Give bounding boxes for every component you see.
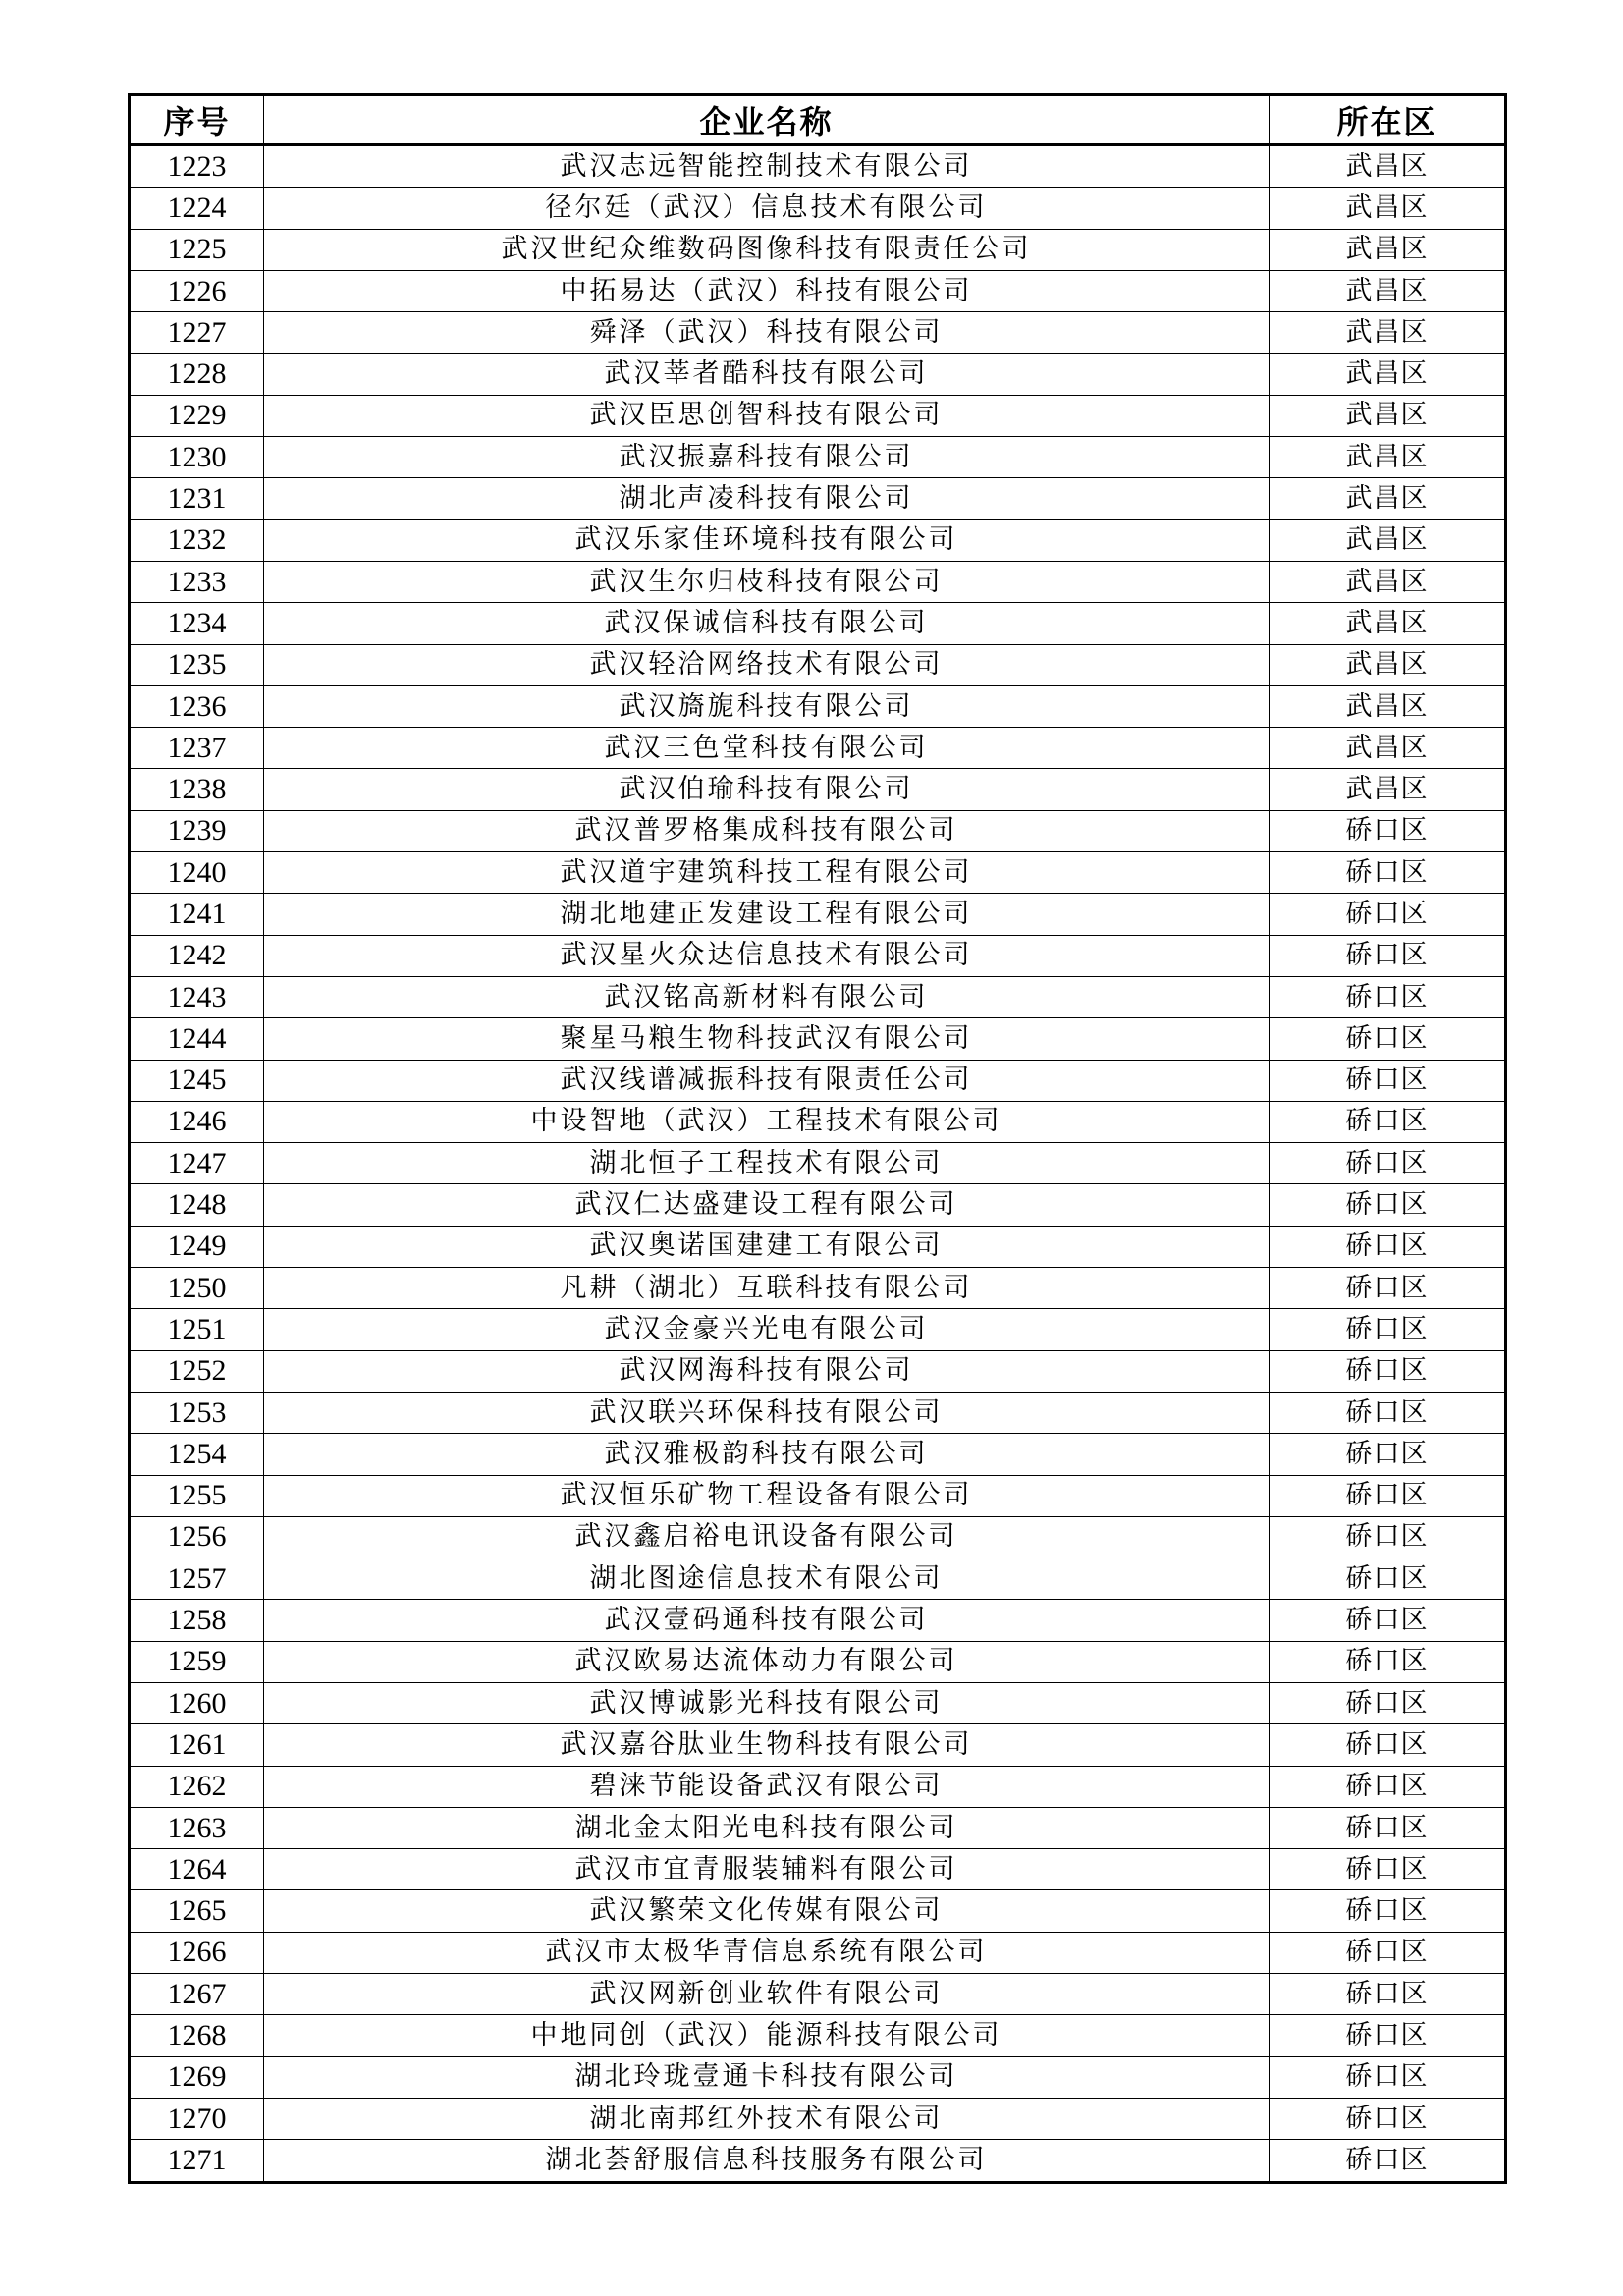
table-row bbox=[130, 1434, 1506, 1475]
district-cell: 硚口区 bbox=[1270, 1807, 1506, 1848]
serial-number-cell: 1238 bbox=[130, 769, 264, 810]
table-row bbox=[130, 478, 1506, 519]
serial-number-cell: 1231 bbox=[130, 478, 264, 519]
table-row bbox=[130, 1724, 1506, 1766]
table-row bbox=[130, 2140, 1506, 2182]
table-row bbox=[130, 1849, 1506, 1890]
serial-number-cell: 1255 bbox=[130, 1475, 264, 1516]
table-row bbox=[130, 1184, 1506, 1226]
enterprise-name-cell: 中设智地（武汉）工程技术有限公司 bbox=[264, 1101, 1270, 1142]
district-cell: 硚口区 bbox=[1270, 1516, 1506, 1558]
district-cell: 武昌区 bbox=[1270, 603, 1506, 644]
table-row bbox=[130, 1807, 1506, 1848]
district-cell: 硚口区 bbox=[1270, 1766, 1506, 1807]
serial-number-cell: 1266 bbox=[130, 1932, 264, 1973]
table-row bbox=[130, 1516, 1506, 1558]
table-row bbox=[130, 810, 1506, 851]
table-row bbox=[130, 312, 1506, 354]
serial-number-cell: 1250 bbox=[130, 1268, 264, 1309]
serial-number-cell: 1232 bbox=[130, 519, 264, 561]
table-row bbox=[130, 1226, 1506, 1267]
enterprise-name-cell: 武汉三色堂科技有限公司 bbox=[264, 728, 1270, 769]
enterprise-name-cell: 武汉嘉谷肽业生物科技有限公司 bbox=[264, 1724, 1270, 1766]
serial-number-cell: 1249 bbox=[130, 1226, 264, 1267]
enterprise-name-cell: 湖北声凌科技有限公司 bbox=[264, 478, 1270, 519]
table-row bbox=[130, 728, 1506, 769]
district-cell: 硚口区 bbox=[1270, 2140, 1506, 2182]
enterprise-name-cell: 聚星马粮生物科技武汉有限公司 bbox=[264, 1018, 1270, 1060]
table-row bbox=[130, 1350, 1506, 1392]
enterprise-name-cell: 武汉轻洽网络技术有限公司 bbox=[264, 644, 1270, 685]
district-cell: 武昌区 bbox=[1270, 188, 1506, 229]
serial-number-cell: 1225 bbox=[130, 229, 264, 270]
district-cell: 武昌区 bbox=[1270, 395, 1506, 436]
enterprise-name-cell: 中拓易达（武汉）科技有限公司 bbox=[264, 270, 1270, 311]
table-row bbox=[130, 1558, 1506, 1600]
enterprise-name-cell: 武汉联兴环保科技有限公司 bbox=[264, 1392, 1270, 1433]
table-row bbox=[130, 2015, 1506, 2056]
enterprise-name-cell: 武汉市太极华青信息系统有限公司 bbox=[264, 1932, 1270, 1973]
enterprise-name-cell: 武汉金豪兴光电有限公司 bbox=[264, 1309, 1270, 1350]
table-row bbox=[130, 561, 1506, 602]
table-row bbox=[130, 894, 1506, 935]
serial-number-cell: 1224 bbox=[130, 188, 264, 229]
enterprise-name-cell: 武汉奥诺国建建工有限公司 bbox=[264, 1226, 1270, 1267]
serial-number-cell: 1228 bbox=[130, 354, 264, 395]
enterprise-name-cell: 武汉仁达盛建设工程有限公司 bbox=[264, 1184, 1270, 1226]
table-row bbox=[130, 2098, 1506, 2139]
serial-number-cell: 1263 bbox=[130, 1807, 264, 1848]
table-row bbox=[130, 1641, 1506, 1682]
enterprise-name-cell: 湖北地建正发建设工程有限公司 bbox=[264, 894, 1270, 935]
district-cell: 硚口区 bbox=[1270, 935, 1506, 976]
header-serial-number: 序号 bbox=[130, 95, 264, 145]
district-cell: 武昌区 bbox=[1270, 561, 1506, 602]
enterprise-name-cell: 武汉莘者酷科技有限公司 bbox=[264, 354, 1270, 395]
table-row bbox=[130, 1101, 1506, 1142]
enterprise-name-cell: 武汉生尔归枝科技有限公司 bbox=[264, 561, 1270, 602]
enterprise-name-cell: 武汉网海科技有限公司 bbox=[264, 1350, 1270, 1392]
table-row bbox=[130, 188, 1506, 229]
table-row bbox=[130, 1143, 1506, 1184]
serial-number-cell: 1254 bbox=[130, 1434, 264, 1475]
enterprise-name-cell: 武汉世纪众维数码图像科技有限责任公司 bbox=[264, 229, 1270, 270]
serial-number-cell: 1233 bbox=[130, 561, 264, 602]
table-row bbox=[130, 1018, 1506, 1060]
district-cell: 硚口区 bbox=[1270, 1932, 1506, 1973]
serial-number-cell: 1253 bbox=[130, 1392, 264, 1433]
serial-number-cell: 1234 bbox=[130, 603, 264, 644]
serial-number-cell: 1269 bbox=[130, 2056, 264, 2098]
serial-number-cell: 1245 bbox=[130, 1060, 264, 1101]
district-cell: 硚口区 bbox=[1270, 1558, 1506, 1600]
district-cell: 硚口区 bbox=[1270, 1060, 1506, 1101]
table-row bbox=[130, 1475, 1506, 1516]
district-cell: 武昌区 bbox=[1270, 145, 1506, 188]
district-cell: 武昌区 bbox=[1270, 769, 1506, 810]
enterprise-name-cell: 湖北南邦红外技术有限公司 bbox=[264, 2098, 1270, 2139]
district-cell: 硚口区 bbox=[1270, 1600, 1506, 1641]
table-header bbox=[130, 95, 1506, 145]
serial-number-cell: 1229 bbox=[130, 395, 264, 436]
district-cell: 硚口区 bbox=[1270, 2098, 1506, 2139]
table-row bbox=[130, 437, 1506, 478]
enterprise-name-cell: 武汉志远智能控制技术有限公司 bbox=[264, 145, 1270, 188]
enterprise-name-cell: 碧涞节能设备武汉有限公司 bbox=[264, 1766, 1270, 1807]
serial-number-cell: 1265 bbox=[130, 1890, 264, 1932]
district-cell: 硚口区 bbox=[1270, 1268, 1506, 1309]
enterprise-name-cell: 武汉恒乐矿物工程设备有限公司 bbox=[264, 1475, 1270, 1516]
enterprise-name-cell: 武汉网新创业软件有限公司 bbox=[264, 1974, 1270, 2015]
enterprise-name-cell: 湖北荟舒服信息科技服务有限公司 bbox=[264, 2140, 1270, 2182]
header-district: 所在区 bbox=[1270, 95, 1506, 145]
district-cell: 硚口区 bbox=[1270, 852, 1506, 894]
district-cell: 硚口区 bbox=[1270, 1849, 1506, 1890]
district-cell: 硚口区 bbox=[1270, 1724, 1506, 1766]
district-cell: 武昌区 bbox=[1270, 728, 1506, 769]
enterprise-name-cell: 武汉博诚影光科技有限公司 bbox=[264, 1682, 1270, 1723]
district-cell: 硚口区 bbox=[1270, 1682, 1506, 1723]
enterprise-name-cell: 湖北玲珑壹通卡科技有限公司 bbox=[264, 2056, 1270, 2098]
serial-number-cell: 1270 bbox=[130, 2098, 264, 2139]
district-cell: 武昌区 bbox=[1270, 270, 1506, 311]
table-row bbox=[130, 519, 1506, 561]
enterprise-name-cell: 武汉旖旎科技有限公司 bbox=[264, 685, 1270, 727]
enterprise-name-cell: 武汉普罗格集成科技有限公司 bbox=[264, 810, 1270, 851]
serial-number-cell: 1239 bbox=[130, 810, 264, 851]
serial-number-cell: 1258 bbox=[130, 1600, 264, 1641]
table-row bbox=[130, 145, 1506, 188]
table-row bbox=[130, 1600, 1506, 1641]
district-cell: 硚口区 bbox=[1270, 1974, 1506, 2015]
serial-number-cell: 1226 bbox=[130, 270, 264, 311]
enterprise-name-cell: 武汉伯瑜科技有限公司 bbox=[264, 769, 1270, 810]
enterprise-name-cell: 武汉壹码通科技有限公司 bbox=[264, 1600, 1270, 1641]
enterprise-name-cell: 武汉铭高新材料有限公司 bbox=[264, 976, 1270, 1017]
enterprise-name-cell: 武汉繁荣文化传媒有限公司 bbox=[264, 1890, 1270, 1932]
table-row bbox=[130, 976, 1506, 1017]
enterprise-name-cell: 武汉保诚信科技有限公司 bbox=[264, 603, 1270, 644]
table-row bbox=[130, 2056, 1506, 2098]
district-cell: 硚口区 bbox=[1270, 894, 1506, 935]
enterprise-name-cell: 武汉线谱减振科技有限责任公司 bbox=[264, 1060, 1270, 1101]
district-cell: 硚口区 bbox=[1270, 1226, 1506, 1267]
district-cell: 硚口区 bbox=[1270, 1143, 1506, 1184]
district-cell: 硚口区 bbox=[1270, 1641, 1506, 1682]
district-cell: 硚口区 bbox=[1270, 1101, 1506, 1142]
table-row bbox=[130, 935, 1506, 976]
table-row bbox=[130, 1268, 1506, 1309]
enterprise-name-cell: 中地同创（武汉）能源科技有限公司 bbox=[264, 2015, 1270, 2056]
enterprise-name-cell: 武汉雅极韵科技有限公司 bbox=[264, 1434, 1270, 1475]
table-row bbox=[130, 1060, 1506, 1101]
serial-number-cell: 1259 bbox=[130, 1641, 264, 1682]
district-cell: 武昌区 bbox=[1270, 312, 1506, 354]
district-cell: 硚口区 bbox=[1270, 976, 1506, 1017]
serial-number-cell: 1248 bbox=[130, 1184, 264, 1226]
enterprise-name-cell: 舜泽（武汉）科技有限公司 bbox=[264, 312, 1270, 354]
district-cell: 武昌区 bbox=[1270, 519, 1506, 561]
district-cell: 硚口区 bbox=[1270, 1018, 1506, 1060]
district-cell: 硚口区 bbox=[1270, 1434, 1506, 1475]
table-row bbox=[130, 852, 1506, 894]
district-cell: 硚口区 bbox=[1270, 1475, 1506, 1516]
enterprise-name-cell: 湖北金太阳光电科技有限公司 bbox=[264, 1807, 1270, 1848]
table-row bbox=[130, 1766, 1506, 1807]
serial-number-cell: 1247 bbox=[130, 1143, 264, 1184]
table-row bbox=[130, 1890, 1506, 1932]
serial-number-cell: 1235 bbox=[130, 644, 264, 685]
table-row bbox=[130, 270, 1506, 311]
serial-number-cell: 1251 bbox=[130, 1309, 264, 1350]
serial-number-cell: 1261 bbox=[130, 1724, 264, 1766]
header-row bbox=[130, 95, 1506, 145]
district-cell: 武昌区 bbox=[1270, 437, 1506, 478]
enterprise-name-cell: 武汉振嘉科技有限公司 bbox=[264, 437, 1270, 478]
district-cell: 硚口区 bbox=[1270, 810, 1506, 851]
serial-number-cell: 1242 bbox=[130, 935, 264, 976]
serial-number-cell: 1260 bbox=[130, 1682, 264, 1723]
serial-number-cell: 1256 bbox=[130, 1516, 264, 1558]
header-enterprise-name: 企业名称 bbox=[264, 95, 1270, 145]
serial-number-cell: 1252 bbox=[130, 1350, 264, 1392]
enterprise-name-cell: 湖北图途信息技术有限公司 bbox=[264, 1558, 1270, 1600]
enterprise-name-cell: 武汉鑫启裕电讯设备有限公司 bbox=[264, 1516, 1270, 1558]
enterprise-name-cell: 武汉乐家佳环境科技有限公司 bbox=[264, 519, 1270, 561]
table-row bbox=[130, 644, 1506, 685]
serial-number-cell: 1223 bbox=[130, 145, 264, 188]
enterprise-name-cell: 径尔廷（武汉）信息技术有限公司 bbox=[264, 188, 1270, 229]
table-row bbox=[130, 354, 1506, 395]
serial-number-cell: 1262 bbox=[130, 1766, 264, 1807]
district-cell: 硚口区 bbox=[1270, 2056, 1506, 2098]
district-cell: 硚口区 bbox=[1270, 1309, 1506, 1350]
district-cell: 硚口区 bbox=[1270, 1392, 1506, 1433]
enterprise-name-cell: 武汉市宜青服装辅料有限公司 bbox=[264, 1849, 1270, 1890]
serial-number-cell: 1236 bbox=[130, 685, 264, 727]
table-row bbox=[130, 1309, 1506, 1350]
table-row bbox=[130, 769, 1506, 810]
table-row bbox=[130, 395, 1506, 436]
table-row bbox=[130, 1392, 1506, 1433]
serial-number-cell: 1264 bbox=[130, 1849, 264, 1890]
serial-number-cell: 1240 bbox=[130, 852, 264, 894]
district-cell: 硚口区 bbox=[1270, 1350, 1506, 1392]
district-cell: 武昌区 bbox=[1270, 354, 1506, 395]
table-row bbox=[130, 1932, 1506, 1973]
serial-number-cell: 1244 bbox=[130, 1018, 264, 1060]
serial-number-cell: 1257 bbox=[130, 1558, 264, 1600]
enterprise-name-cell: 湖北恒子工程技术有限公司 bbox=[264, 1143, 1270, 1184]
district-cell: 武昌区 bbox=[1270, 478, 1506, 519]
enterprise-name-cell: 武汉欧易达流体动力有限公司 bbox=[264, 1641, 1270, 1682]
table-body bbox=[130, 145, 1506, 2183]
enterprise-table bbox=[128, 93, 1507, 2184]
enterprise-name-cell: 武汉星火众达信息技术有限公司 bbox=[264, 935, 1270, 976]
serial-number-cell: 1268 bbox=[130, 2015, 264, 2056]
table-row bbox=[130, 685, 1506, 727]
serial-number-cell: 1230 bbox=[130, 437, 264, 478]
district-cell: 硚口区 bbox=[1270, 1890, 1506, 1932]
district-cell: 武昌区 bbox=[1270, 685, 1506, 727]
table-row bbox=[130, 1682, 1506, 1723]
district-cell: 硚口区 bbox=[1270, 2015, 1506, 2056]
table-row bbox=[130, 229, 1506, 270]
table-row bbox=[130, 1974, 1506, 2015]
district-cell: 武昌区 bbox=[1270, 644, 1506, 685]
serial-number-cell: 1237 bbox=[130, 728, 264, 769]
serial-number-cell: 1243 bbox=[130, 976, 264, 1017]
enterprise-name-cell: 武汉道宇建筑科技工程有限公司 bbox=[264, 852, 1270, 894]
district-cell: 硚口区 bbox=[1270, 1184, 1506, 1226]
table-row bbox=[130, 603, 1506, 644]
serial-number-cell: 1267 bbox=[130, 1974, 264, 2015]
serial-number-cell: 1241 bbox=[130, 894, 264, 935]
serial-number-cell: 1246 bbox=[130, 1101, 264, 1142]
serial-number-cell: 1227 bbox=[130, 312, 264, 354]
enterprise-name-cell: 凡耕（湖北）互联科技有限公司 bbox=[264, 1268, 1270, 1309]
enterprise-name-cell: 武汉臣思创智科技有限公司 bbox=[264, 395, 1270, 436]
serial-number-cell: 1271 bbox=[130, 2140, 264, 2182]
district-cell: 武昌区 bbox=[1270, 229, 1506, 270]
